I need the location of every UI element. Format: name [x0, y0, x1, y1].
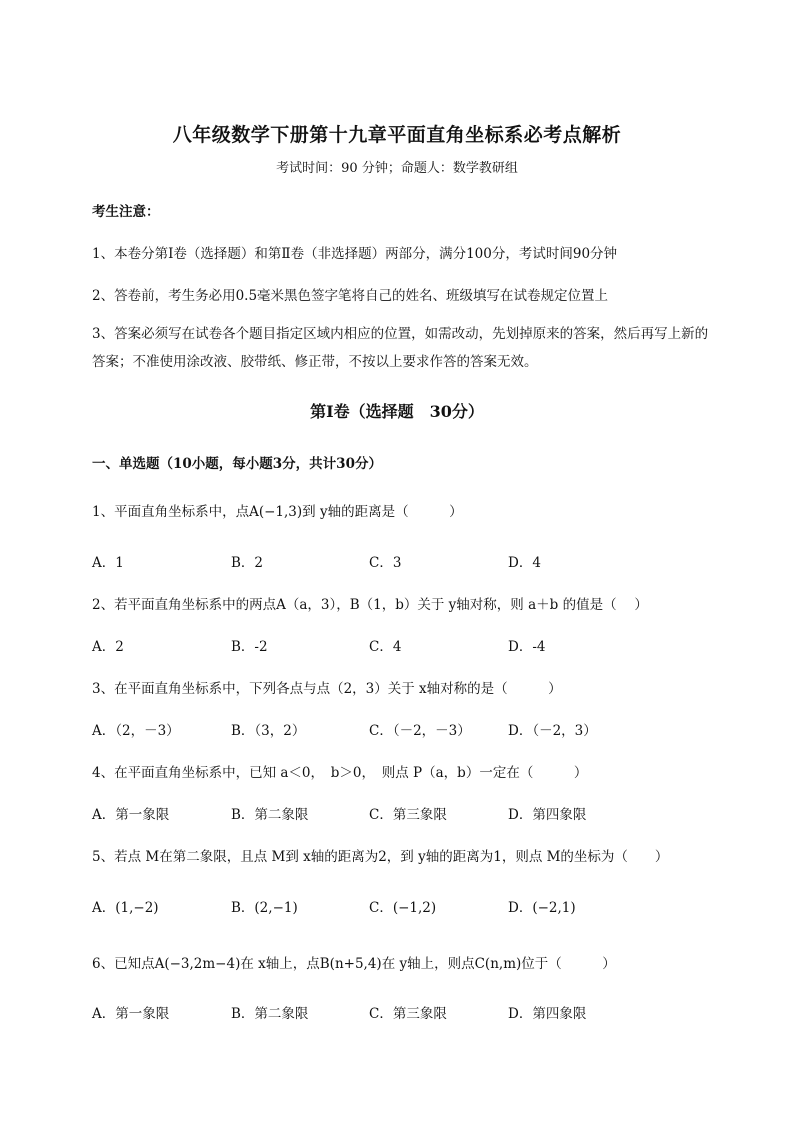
question-6: 6、已知点A(−3,2m−4)在 x轴上，点B(n+5,4)在 y轴上，则点C(n,m)位于（ ） [92, 956, 616, 972]
question-1-option-b: B．2 [231, 555, 264, 571]
notice-item-2: 2、答卷前，考生务必用0.5毫米黑色签字笔将自己的姓名、班级填写在试卷规定位置上 [92, 288, 609, 304]
question-5-option-c: C．(−1,2) [369, 900, 437, 916]
section-heading: 第Ⅰ卷（选择题 30分） [310, 402, 484, 421]
question-2-option-c: C．4 [369, 639, 402, 655]
question-3-option-a: A．（2，－3） [92, 723, 180, 739]
question-2: 2、若平面直角坐标系中的两点A（a，3），B（1，b）关于 y轴对称，则 a＋b 的值是（ ） [92, 597, 648, 613]
question-6-option-d: D．第四象限 [508, 1006, 587, 1022]
question-4-option-a: A．第一象限 [92, 807, 170, 823]
question-5-option-d: D．(−2,1) [508, 900, 576, 916]
document-title: 八年级数学下册第十九章平面直角坐标系必考点解析 [172, 124, 622, 146]
question-6-option-b: B．第二象限 [231, 1006, 309, 1022]
notice-item-3: 3、答案必须写在试卷各个题目指定区域内相应的位置，如需改动，先划掉原来的答案，然后再写上新的答案；不准使用涂改液、胶带纸、修正带，不按以上要求作答的答案无效。 [92, 326, 709, 370]
part-heading: 一、单选题（10小题，每小题3分，共计30分） [92, 456, 382, 472]
question-2-option-d: D．-4 [508, 639, 546, 655]
question-1: 1、平面直角坐标系中，点A(−1,3)到 y轴的距离是（ ） [92, 504, 463, 520]
question-4-option-d: D．第四象限 [508, 807, 587, 823]
question-3-option-d: D．（－2，3） [508, 723, 597, 739]
question-3-option-c: C．（－2，－3） [369, 723, 471, 739]
question-1-option-a: A．1 [92, 555, 124, 571]
question-5-option-b: B．(2,−1) [231, 900, 298, 916]
question-6-option-c: C．第三象限 [369, 1006, 447, 1022]
question-3: 3、在平面直角坐标系中，下列各点与点（2，3）关于 x轴对称的是（ ） [92, 681, 562, 697]
question-6-option-a: A．第一象限 [92, 1006, 170, 1022]
document-subtitle: 考试时间：90 分钟；命题人：数学教研组 [276, 161, 518, 176]
question-4: 4、在平面直角坐标系中，已知 a＜0， b＞0， 则点 P（a，b）一定在（ ） [92, 765, 588, 781]
question-5-option-a: A．(1,−2) [92, 900, 159, 916]
question-4-option-c: C．第三象限 [369, 807, 447, 823]
notice-item-1: 1、本卷分第Ⅰ卷（选择题）和第Ⅱ卷（非选择题）两部分，满分100分，考试时间90分钟 [92, 246, 618, 262]
question-3-option-b: B．（3，2） [231, 723, 306, 739]
question-1-option-c: C．3 [369, 555, 402, 571]
question-1-option-d: D．4 [508, 555, 541, 571]
question-2-option-b: B．-2 [231, 639, 268, 655]
notice-heading: 考生注意： [92, 204, 160, 220]
question-5: 5、若点 M在第二象限，且点 M到 x轴的距离为2，到 y轴的距离为1，则点 M的坐标为（ ） [92, 849, 669, 865]
question-4-option-b: B．第二象限 [231, 807, 309, 823]
question-2-option-a: A．2 [92, 639, 124, 655]
